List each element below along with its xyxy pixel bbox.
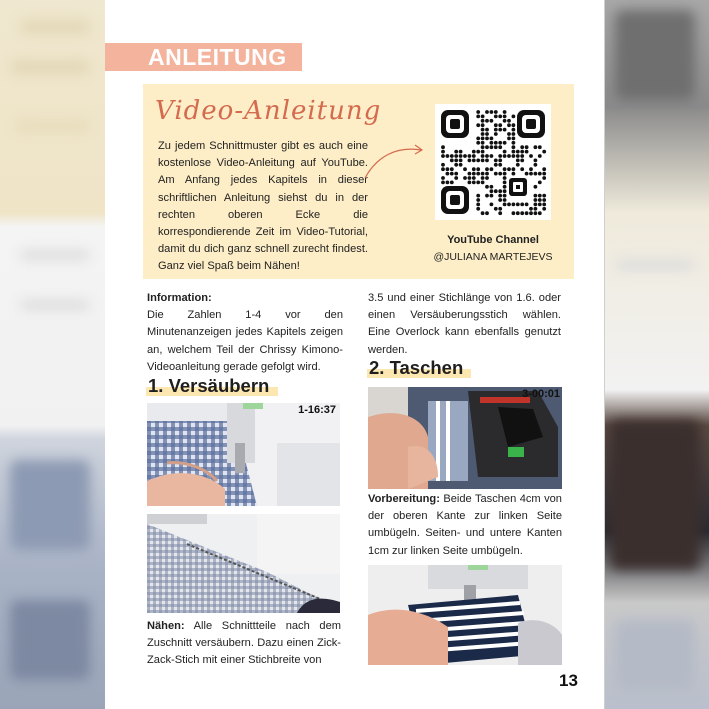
background-left-blur (0, 0, 105, 709)
photo-ironing-pockets (368, 387, 562, 489)
video-description: Zu jedem Schnittmuster gibt es auch eine kostenlose Video-Anleitung auf YouTube. Am Anfang jedes Kapitels in dieser schriftlichen Anleitung siehst du in der rechten oberen Ecke die korrespondierende Zeit im Video-Tutorial, damit du dich ganz schnell zurecht findest. Ganz viel Spaß beim Nähen! (158, 140, 368, 273)
background-right-blur (605, 0, 709, 709)
section-heading-versaeubern: 1. Versäubern (148, 375, 269, 397)
timecode-section2: 3-00:01 (522, 388, 560, 400)
naehen-text: Alle Schnittteile nach dem Zuschnitt versäubern. Dazu einen Zick-Zack-Stich mit einer Stichbreite von (147, 620, 341, 667)
qr-code-icon[interactable] (435, 104, 551, 220)
naehen-block (147, 618, 341, 670)
video-script-title: Video-Anleitung (155, 96, 382, 126)
naehen-label: Nähen: (147, 620, 185, 632)
information-block (147, 290, 343, 376)
vorbereitung-text: Beide Taschen 4cm von der oberen Kante zur linken Seite umbügeln. Seiten- und untere Kanten 1cm zur linken Seite umbügeln. (368, 493, 562, 557)
information-text: Die Zahlen 1-4 vor den Minutenanzeigen jedes Kapitels zeigen an, welchem Teil der Chrissy Kimono-Videoanleitung gerade gefolgt wird. (147, 309, 343, 373)
information-label: Information: (147, 292, 212, 304)
section-heading-taschen: 2. Taschen (369, 357, 463, 379)
timecode-section1: 1-16:37 (298, 404, 336, 416)
instruction-page (105, 0, 604, 709)
photo-sewing-pocket (368, 565, 562, 665)
curved-arrow-icon (363, 142, 427, 182)
vorbereitung-block (368, 491, 562, 560)
youtube-channel-label: YouTube Channel (447, 234, 539, 246)
photo-zigzag-stitch (147, 514, 340, 613)
vorbereitung-label: Vorbereitung: (368, 493, 440, 505)
youtube-channel-handle: @JULIANA MARTEJEVS (433, 251, 553, 263)
page-title: ANLEITUNG (148, 44, 287, 70)
page-number: 13 (559, 671, 578, 690)
stitch-continuation-text: 3.5 und einer Stichlänge von 1.6. oder einen Versäuberungsstich wählen. Eine Overlock kann ebenfalls genutzt werden. (368, 292, 561, 356)
photo-sewing-check-fabric (147, 403, 340, 506)
